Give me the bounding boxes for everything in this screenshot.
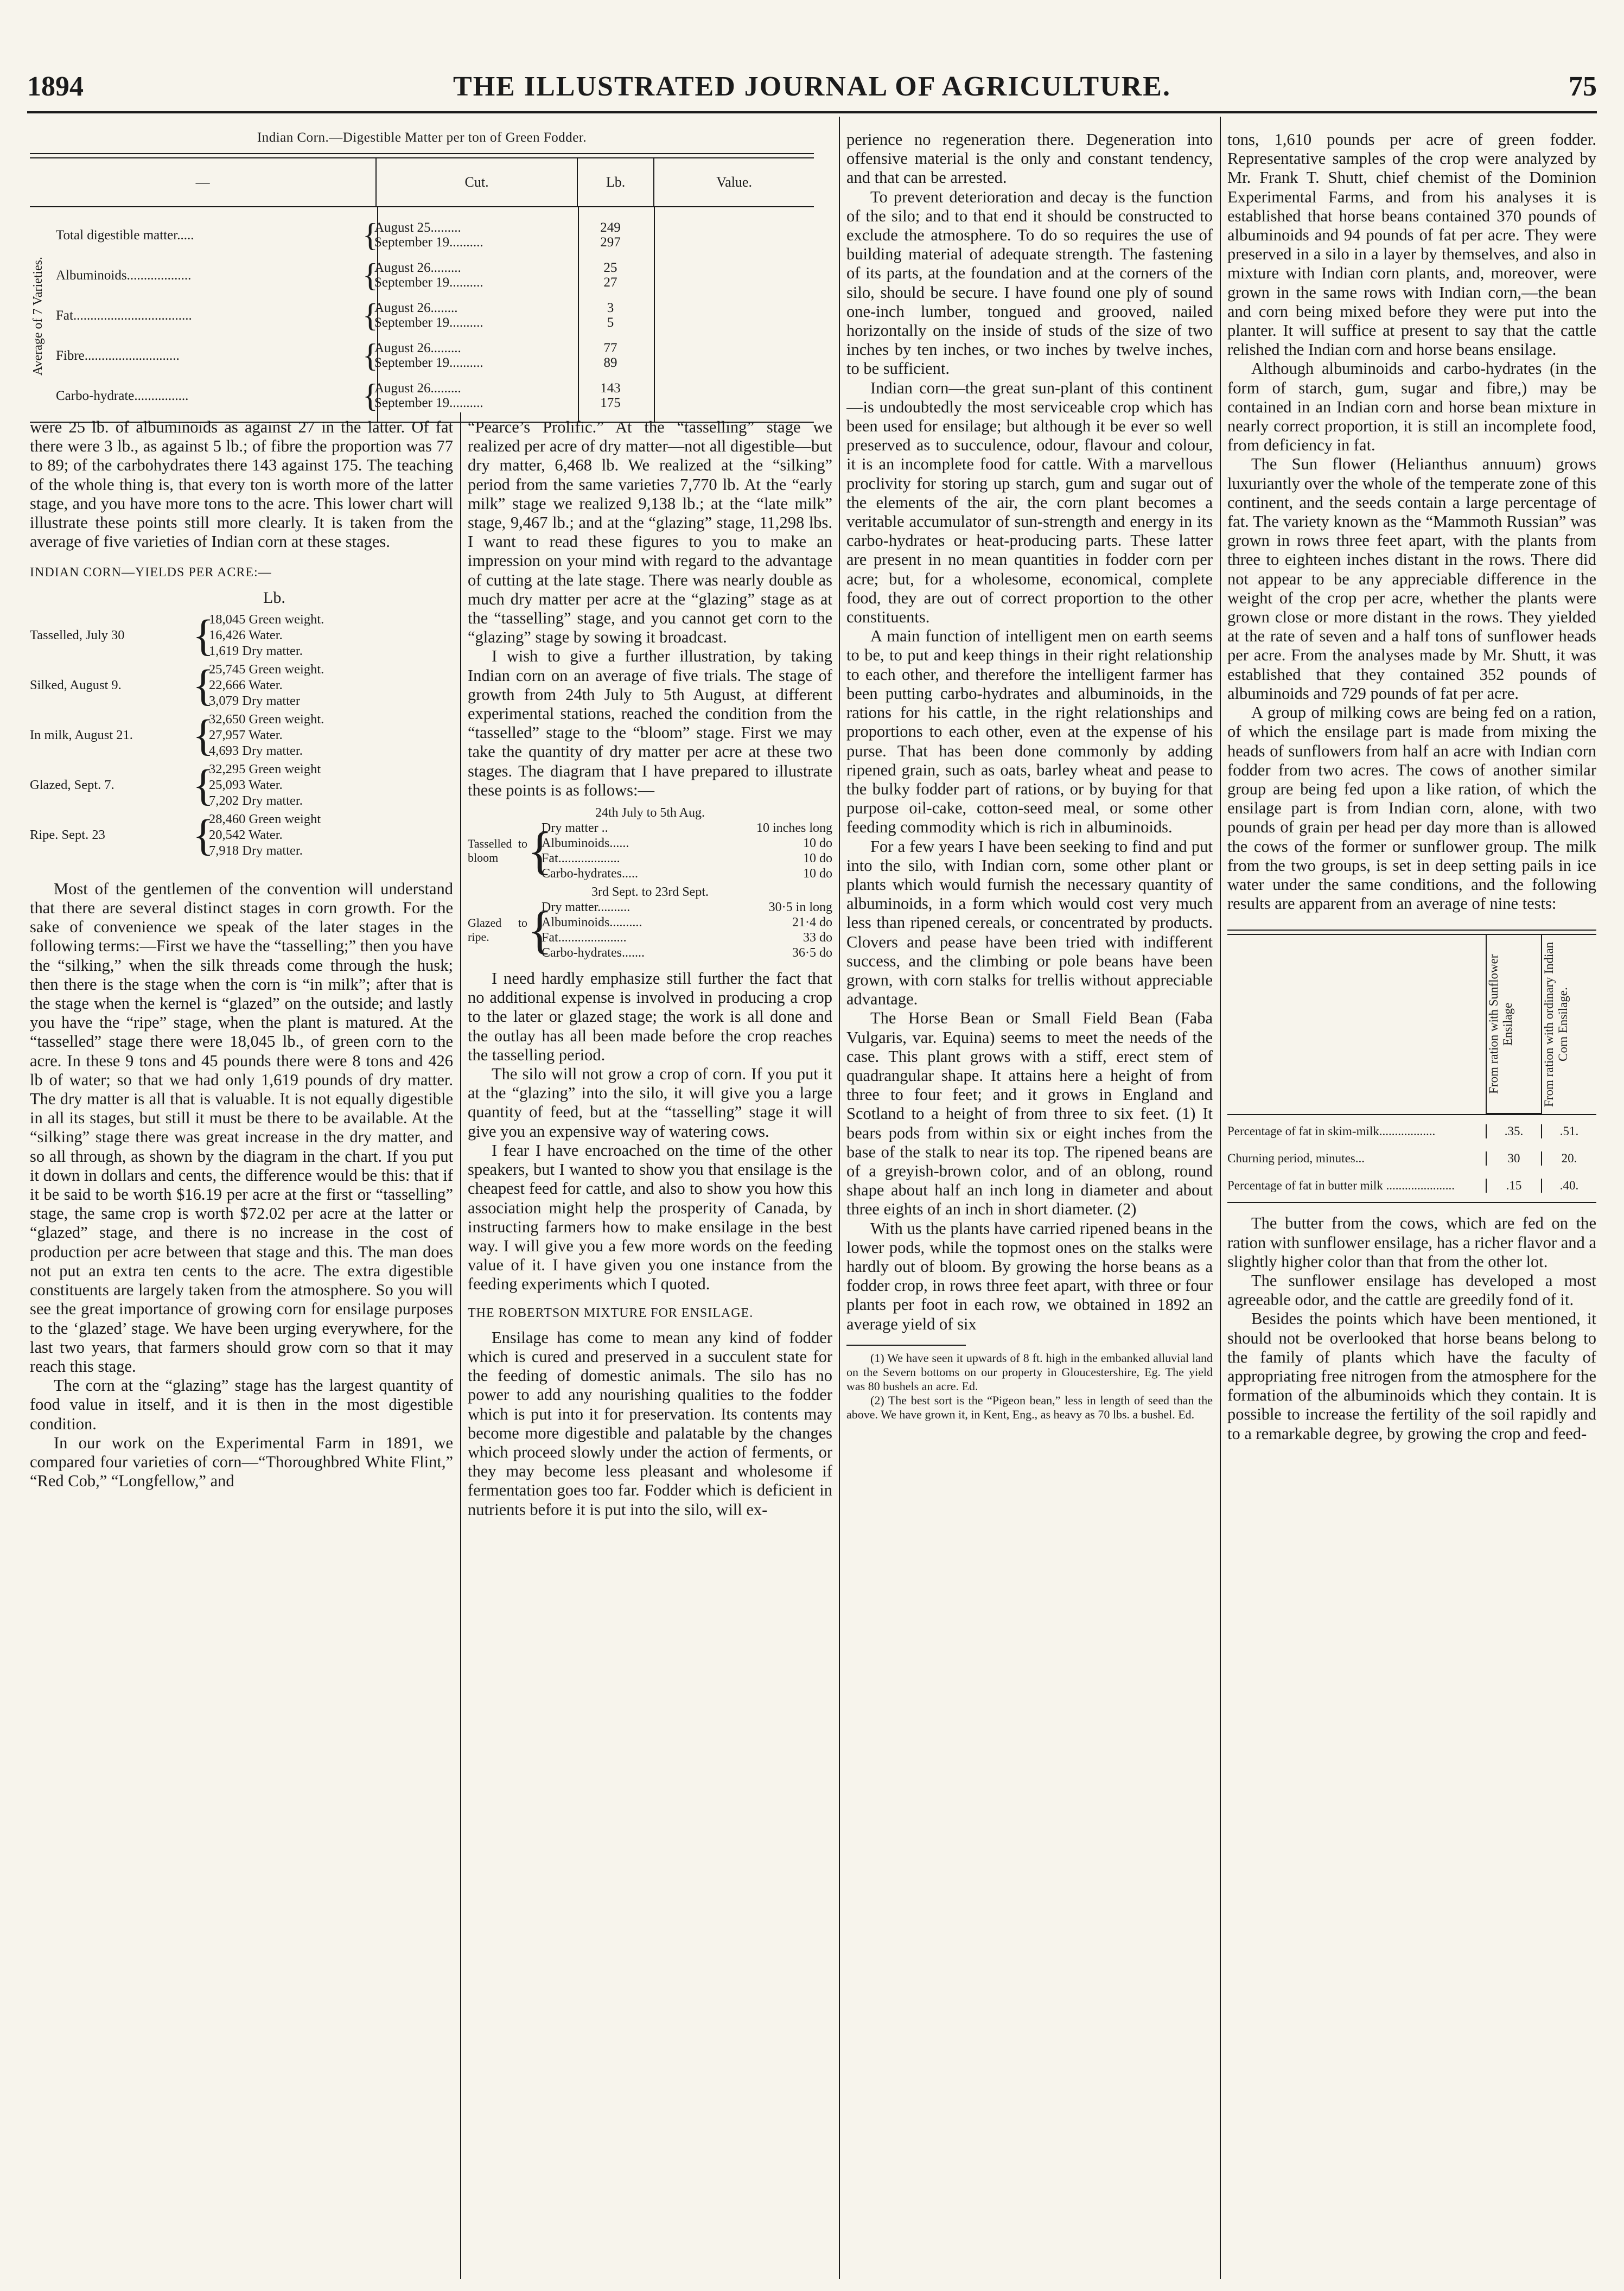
diagram-label: Carbo-hydrates..... [542, 867, 638, 881]
diagram-value: 10 do [803, 867, 832, 881]
yield-row: In milk, August 21. { 32,650 Green weight. 27,957 Water. 4,693 Dry matter. [30, 710, 324, 760]
paragraph: I wish to give a further illustration, by taking Indian corn on an average of five trials. The stage of growth from 24th July to 5th August, at different experimental stations, reached the condition from the “tasselled” stage to the “bloom” stage. First we may take the quantity of dry matter per acre at these two stages. The diagram that I have prepared to illustrate these points is as follows:— [468, 647, 832, 799]
table-header: — [30, 158, 377, 206]
paragraph: Ensilage has come to mean any kind of fodder which is cured and preserved in a succulent state for the feeding of domestic animals. The silo has no power to add any nourishing qualities to the fodder which is put into it for preservation. Its contents may become more digestible and palatable by the changes which proceed slowly under the action of ferments, or they may become less pleasant and wholesome if fermentation goes too far. Fodder which is deficient in nutrients before it is put into the silo, will ex- [468, 1328, 832, 1519]
yield-line: 20,542 Water. [209, 828, 283, 843]
cut-date: September 19.......... [374, 235, 483, 250]
yield-line: 22,666 Water. [209, 678, 283, 693]
yield-stage: Ripe. Sept. 23 [30, 828, 105, 843]
yield-row: Glazed, Sept. 7. { 32,295 Green weight 25,093 Water. 7,202 Dry matter. [30, 760, 321, 810]
paragraph: The Horse Bean or Small Field Bean (Faba Vulgaris, var. Equina) seems to meet the needs of the case. This plant grows with a stiff, erect stem of quadrangular shape. It attains here a height of from three to four feet; and it grows in England and Scotland to a height of from three to six feet. (1) It bears pods from within six or eight inches from the base of the stalk to near its top. The ripened beans are of a greyish-brown color, and of an oblong, round shape about half an inch long in diameter and about three eights of an inch in short diameter. (2) [846, 1009, 1213, 1219]
diagram-label: Carbo-hydrates....... [542, 946, 645, 960]
diagram-period: 24th July to 5th Aug. [595, 806, 705, 820]
table-header: Lb. [578, 158, 654, 206]
journal-title: THE ILLUSTRATED JOURNAL OF AGRICULTURE. [453, 71, 1171, 102]
diagram-label: Dry matter.......... [542, 900, 631, 915]
cut-date: September 19.......... [374, 275, 483, 290]
diagram-stage: Tasselled to bloom [468, 837, 527, 865]
column-3 [846, 130, 1213, 2279]
paragraph: A group of milking cows are being fed on a ration, of which the ensilage part is made from mixing the heads of sunflowers from half an acre with Indian corn fodder from two acres. The cows of another similar group are being fed upon a like ration, of which the ensilage part is from Indian corn, alone, with two pounds of grain per head per day more than is allowed the cows of the former or sunflower group. The milk from the two groups, is set in deep setting pails in ice water under the same conditions, and the following results are apparent from an average of nine tests: [1227, 703, 1596, 913]
lb-value: 175 [600, 396, 621, 410]
paragraph: The silo will not grow a crop of corn. If you put it at the “glazing” into the silo, it will give you a large quantity of feed, but at the “tasselling” stage it will give you an expensive way of watering cows. [468, 1065, 832, 1141]
yield-line: 7,918 Dry matter. [209, 843, 303, 858]
yield-line: 3,079 Dry matter [209, 693, 301, 709]
yield-line: 32,295 Green weight [209, 762, 321, 777]
column-divider [460, 412, 461, 2279]
paragraph: Indian corn—the great sun-plant of this continent—is undoubtedly the most serviceable crop which has been used for ensilage; but although it be ever so well preserved as to succulence, odour, flavour and colour, it is an incomplete food for cattle. With a marvellous proclivity for storing up starch, gum and sugar out of the elements of the air, the corn plant becomes a veritable accumulator of sun-strength and energy in its carbo-hydrates or heat-producing parts. These latter are present in no mean quantities in fodder corn per acre; but, for a wholesome, economical, complete food, they are out of correct proportion to the other constituents. [846, 378, 1213, 627]
paragraph: Although albuminoids and carbo-hydrates (in the form of starch, gum, sugar and fibre,) may be contained in an Indian corn and horse bean mixture in nearly correct proportion, it is still an incomplete food, from deficiency in fat. [1227, 359, 1596, 455]
row-label: Carbo-hydrate................ [56, 388, 189, 403]
header-rule [27, 111, 1597, 113]
milk-value: .35. [1487, 1124, 1542, 1138]
diagram-label: Albuminoids...... [542, 836, 629, 851]
diagram-label: Fat..................... [542, 931, 627, 945]
row-label: Fibre............................ [56, 348, 180, 363]
cut-date: August 26......... [374, 260, 461, 275]
paragraph: were 25 lb. of albuminoids as against 27 in the latter. Of fat there were 3 lb., as against 5 lb.; of fibre the proportion was 77 to 89; of the carbohydrates there 143 against 175. The teaching of the whole thing is, that every ton is worth more of the latter stage, and you have more tons to the acre. This lower chart will illustrate these points still more clearly. It is taken from the average of five varieties of Indian corn at these stages. [30, 418, 453, 551]
paragraph: perience no regeneration there. Degeneration into offensive material is the only and constant tendency, and that can be arrested. [846, 130, 1213, 187]
diagram-label: Albuminoids.......... [542, 915, 642, 930]
milk-value: .40. [1559, 1179, 1579, 1193]
yield-title: INDIAN CORN—YIELDS PER ACRE:— [30, 565, 272, 580]
table-row: Albuminoids................... { August 26......... September 19.......... 25 27 [56, 255, 653, 295]
cut-date: August 25......... [374, 220, 461, 235]
diagram-label: Dry matter .. [542, 821, 608, 836]
paragraph: I need hardly emphasize still further the fact that no additional expense is involved in producing a crop to the later or glazed stage; the work is all done and the outlay has all been made before the crop reaches the tasselling period. [468, 969, 832, 1064]
lb-value: 3 [607, 301, 614, 315]
yield-row: Tasselled, July 30 { 18,045 Green weight. 16,426 Water. 1,619 Dry matter. [30, 610, 324, 660]
row-label: Fat................................... [56, 308, 192, 323]
yield-stage: Silked, August 9. [30, 678, 122, 693]
row-label: Albuminoids................... [56, 268, 192, 283]
lb-value: 143 [600, 381, 621, 396]
cut-date: August 26......... [374, 341, 461, 355]
lb-value: 25 [603, 260, 617, 275]
cut-date: September 19.......... [374, 315, 483, 330]
table-row: Fibre............................ { August 26......... September 19.......... 77 89 [56, 335, 653, 376]
yield-stage: Glazed, Sept. 7. [30, 778, 114, 793]
row-label: Total digestible matter..... [56, 227, 194, 243]
table-row: Total digestible matter..... { August 25......... September 19.......... 249 297 [56, 215, 653, 255]
paragraph: Most of the gentlemen of the convention will understand that there are several distinct stages in corn growth. For the sake of convenience we speak of the later stages in the following terms:—First we have the “tasselling;” then you have the “silking,” when the silk threads come through the husk; then there is the stage when the corn is “in milk”; after that is the stage when the kernel is “glazed” on the outside; and lastly you have the “ripe” stage, when the plant is matured. At the “tasselled” stage there were 18,045 lb., of green corn to the acre. In these 9 tons and 45 pounds there were 8 tons and 426 lb of water; so that we had only 1,619 pounds of dry matter. The dry matter is all that is valuable. It is not equally digestible in all its stages, but still it must be there to be available. At the “silking” stage there was great increase in the dry matter, and so all through, as shown by the diagram in the chart. If you put it down in dollars and cents, the difference would be this: that if it be said to be worth $16.19 per acre at the first or “tasselling” stage, the same crop is worth $72.02 per acre at the latter or “glazed” stage, and there is no increase in the cost of production per acre between that stage and this. The man does not put an extra ten cents to the acre. The extra digestible constituents are largely taken from the atmosphere. So you will see the great importance of growing corn for ensilage purposes to the ‘glazed’ stage. We have been urging everywhere, for the last two years, that farmers should grow corn so that it may reach this stage. [30, 879, 453, 1376]
page-header [27, 66, 1597, 110]
diagram-value: 33 do [803, 931, 832, 945]
footnote: (1) We have seen it upwards of 8 ft. high in the embanked alluvial land on the Severn bottoms on our property in Gloucestershire, Eg. The yield was 80 bushels an acre. Ed. [846, 1351, 1213, 1393]
lb-value: 89 [603, 355, 617, 370]
paragraph: “Pearce’s Prolific.” At the “tasselling” stage we realized per acre of dry matter—not all digestible—but dry matter, 6,468 lb. We realized at the “silking” period from the same varieties 7,770 lb. At the “early milk” stage we realized 9,138 lb.; at the “late milk” stage, 9,467 lb.; and at the “glazing” stage, 11,298 lbs. I want to read these figures to you to make an impression on your mind with regard to the advantage of cutting at the late stage. There was nearly double as much dry matter per acre at the “glazing” stage as at the “tasselling” stage, and you cannot get corn to the “glazing” stage by sowing it broadcast. [468, 418, 832, 647]
milk-row-label: Percentage of fat in butter milk ...................... [1227, 1179, 1487, 1193]
column-divider [1220, 117, 1221, 2279]
diagram-value: 10 do [803, 836, 832, 851]
paragraph: Besides the points which have been mentioned, it should not be overlooked that horse beans belong to the family of plants which have the faculty of appropriating free nitrogen from the atmosphere for the formation of the albuminoids which they contain. It is possible to increase the fertility of the soil rapidly and to a remarkable degree, by growing the crop and feed- [1227, 1309, 1596, 1443]
column-1 [30, 418, 453, 2279]
milk-table-row [1227, 1115, 1596, 1148]
section-heading: THE ROBERTSON MIXTURE FOR ENSILAGE. [468, 1306, 754, 1320]
yield-line: 16,426 Water. [209, 628, 283, 643]
yield-line: 25,093 Water. [209, 778, 283, 793]
diagram-value: 36·5 do [792, 946, 832, 960]
lb-value: 77 [603, 341, 617, 355]
cut-date: September 19.......... [374, 396, 483, 410]
milk-value: .51. [1559, 1124, 1579, 1138]
paragraph: tons, 1,610 pounds per acre of green fodder. Representative samples of the crop were analyzed by Mr. Frank T. Shutt, chief chemist of the Dominion Experimental Farms, and from his analyses it is established that horse beans contained 370 pounds of albuminoids and 94 pounds of fat per acre. They were preserved in a silo in a layer by themselves, and also in mixture with Indian corn plants, and, moreover, were grown in the same rows with Indian corn,—the bean and corn being mixed before they were put into the planter. It will suffice at present to say that the cattle relished the Indian corn and horse beans ensilage. [1227, 130, 1596, 359]
lb-value: 5 [607, 315, 614, 330]
lb-value: 249 [600, 220, 621, 235]
table-header: Value. [716, 174, 752, 190]
diagram-value: 10 do [803, 851, 832, 866]
yield-stage: Tasselled, July 30 [30, 628, 125, 643]
paragraph: In our work on the Experimental Farm in 1891, we compared four varieties of corn—“Thoroughbred White Flint,” “Red Cob,” “Longfellow,” and [30, 1433, 453, 1491]
milk-value: .15 [1487, 1179, 1542, 1193]
column-2 [468, 418, 832, 2279]
page-number: 75 [1569, 71, 1597, 102]
milk-table-header: From ration with Sunflower Ensilage [1487, 935, 1541, 1114]
milk-table-row [1227, 1169, 1596, 1202]
milk-table-row [1227, 1148, 1596, 1169]
paragraph: I fear I have encroached on the time of the other speakers, but I wanted to show you that ensilage is the cheapest feed for cattle, and also to show you how this association might help the prosperity of Canada, by instructing farmers how to make ensilage in the best way. I will give you a few more words on the feeding value of it. I have given you one instance from the feeding experiments which I quoted. [468, 1141, 832, 1294]
milk-value: 20. [1561, 1151, 1577, 1166]
paragraph: The Sun flower (Helianthus annuum) grows luxuriantly over the whole of the temperate zone of this continent, and the seeds contain a large percentage of fat. The variety known as the “Mammoth Russian” was grown in rows three feet apart, with the plants from three to eighteen inches distant in the rows. There did not appear to be any appreciable difference in the weight of the crop per acre, whether the plants were grown close or more distant in the rows. They yielded at the rate of seven and a half tons of sunflower heads per acre. From the analyses made by Mr. Shutt, it was established that they contained 352 pounds of albuminoids and 729 pounds of fat per acre. [1227, 455, 1596, 703]
milk-table [1227, 930, 1596, 1203]
yield-line: 18,045 Green weight. [209, 612, 324, 627]
table-rows [56, 215, 653, 416]
milk-value: 30 [1487, 1151, 1542, 1166]
diagram-value: 10 inches long [756, 821, 832, 836]
yield-row: Silked, August 9. { 25,745 Green weight. 22,666 Water. 3,079 Dry matter [30, 660, 324, 710]
yield-list [30, 610, 453, 860]
diagram-period: 3rd Sept. to 23rd Sept. [591, 885, 709, 900]
cut-date: August 26......... [374, 381, 461, 396]
diagram-value: 30·5 in long [768, 900, 832, 915]
diagram-label: Fat................... [542, 851, 620, 866]
table-row: Carbo-hydrate................ { August 26......... September 19.......... 143 175 [56, 376, 653, 416]
paragraph: The corn at the “glazing” stage has the largest quantity of food value in itself, and it is then in the most digestible condition. [30, 1376, 453, 1433]
paragraph: A main function of intelligent men on earth seems to be, to put and keep things in their right relationship to each other, and therefore the intelligent farmer has been putting carbo-hydrates and albuminoids, in the rations for his cattle, in the right relationships and proportions to each other, even at the expense of his purse. That has been done commonly by adding ripened grain, such as oats, barley wheat and pease to the bulky fodder part of rations, or by buying for that purpose oil-cake, cotton-seed meal, or some other feeding commodity which is rich in albuminoids. [846, 627, 1213, 837]
paragraph: The sunflower ensilage has developed a most agreeable odor, and the cattle are greedily fond of it. [1227, 1271, 1596, 1309]
paragraph: With us the plants have carried ripened beans in the lower pods, while the topmost ones on the stalks were hardly out of bloom. By growing the horse beans as a fodder crop, in rows three feet apart, with three or four plants per foot in each row, we obtained in 1892 an average yield of six [846, 1219, 1213, 1333]
milk-table-header: From ration with ordinary Indian Corn Ensilage. [1542, 942, 1570, 1108]
yield-line: 4,693 Dry matter. [209, 743, 303, 759]
side-label: Average of 7 Varieties. [31, 256, 45, 376]
yield-line: 7,202 Dry matter. [209, 793, 303, 809]
cut-date: September 19.......... [374, 355, 483, 370]
table-row: Fat................................... { August 26........ September 19.......... 3 5 [56, 295, 653, 335]
yield-line: 32,650 Green weight. [209, 712, 324, 727]
diagram-value: 21·4 do [792, 915, 832, 930]
footnote: (2) The best sort is the “Pigeon bean,” less in length of seed than the above. We have grown it, in Kent, Eng., as heavy as 70 lbs. a bushel. Ed. [846, 1393, 1213, 1421]
yield-line: 1,619 Dry matter. [209, 644, 303, 659]
table-header: Cut. [377, 158, 577, 206]
milk-row-label: Churning period, minutes... [1227, 1151, 1487, 1166]
table-caption: Indian Corn.—Digestible Matter per ton of Green Fodder. [257, 130, 587, 145]
column-divider [839, 117, 840, 2279]
diagram-stage: Glazed to ripe. [468, 916, 527, 944]
cut-date: August 26........ [374, 301, 458, 315]
yield-unit: Lb. [263, 588, 285, 607]
diagram-2: 3rd Sept. to 23rd Sept. Glazed to ripe. { Dry matter.......... 30·5 in long Albuminoids.......... 21·4 do Fat..................... 33 do Carbo-hydrates....... 36·5 do [468, 885, 832, 960]
paragraph: The butter from the cows, which are fed on the ration with sunflower ensilage, has a richer flavor and a slightly higher color than that from the other lot. [1227, 1214, 1596, 1271]
lb-value: 27 [603, 275, 617, 290]
digestible-table [30, 130, 814, 423]
lb-value: 297 [600, 235, 621, 250]
yield-row: Ripe. Sept. 23 { 28,460 Green weight 20,542 Water. 7,918 Dry matter. [30, 810, 321, 860]
yield-line: 27,957 Water. [209, 728, 283, 743]
diagram-1: 24th July to 5th Aug. Tasselled to bloom { Dry matter .. 10 inches long Albuminoids...... 10 do Fat................... 10 do Carbo-hydrates..... 10 do [468, 806, 832, 881]
yield-line: 28,460 Green weight [209, 812, 321, 827]
yield-line: 25,745 Green weight. [209, 662, 324, 677]
yield-stage: In milk, August 21. [30, 728, 133, 743]
header-year: 1894 [27, 71, 84, 102]
paragraph: For a few years I have been seeking to find and put into the silo, with Indian corn, some other plant or plants which would furnish the necessary quantity of albuminoids, in a form which would cost very much less than ripened cereals, or concentrated by products. Clovers and pease have been tried with indifferent success, and the climbing or pole beans have been grown, with corn stalks for trellis without appreciable advantage. [846, 837, 1213, 1009]
milk-row-label: Percentage of fat in skim-milk.................. [1227, 1124, 1487, 1138]
column-4 [1227, 130, 1596, 2279]
paragraph: To prevent deterioration and decay is the function of the silo; and to that end it should be constructed to exclude the atmosphere. To do so requires the use of building material of adequate strength. The fastening of its parts, at the foundation and at the corners of the silo, should be secure. I have found one ply of sound one-inch lumber, tongued and grooved, nailed horizontally on the inside of studs of the size of two inches by ten inches, or two inches by twelve inches, to be sufficient. [846, 187, 1213, 378]
